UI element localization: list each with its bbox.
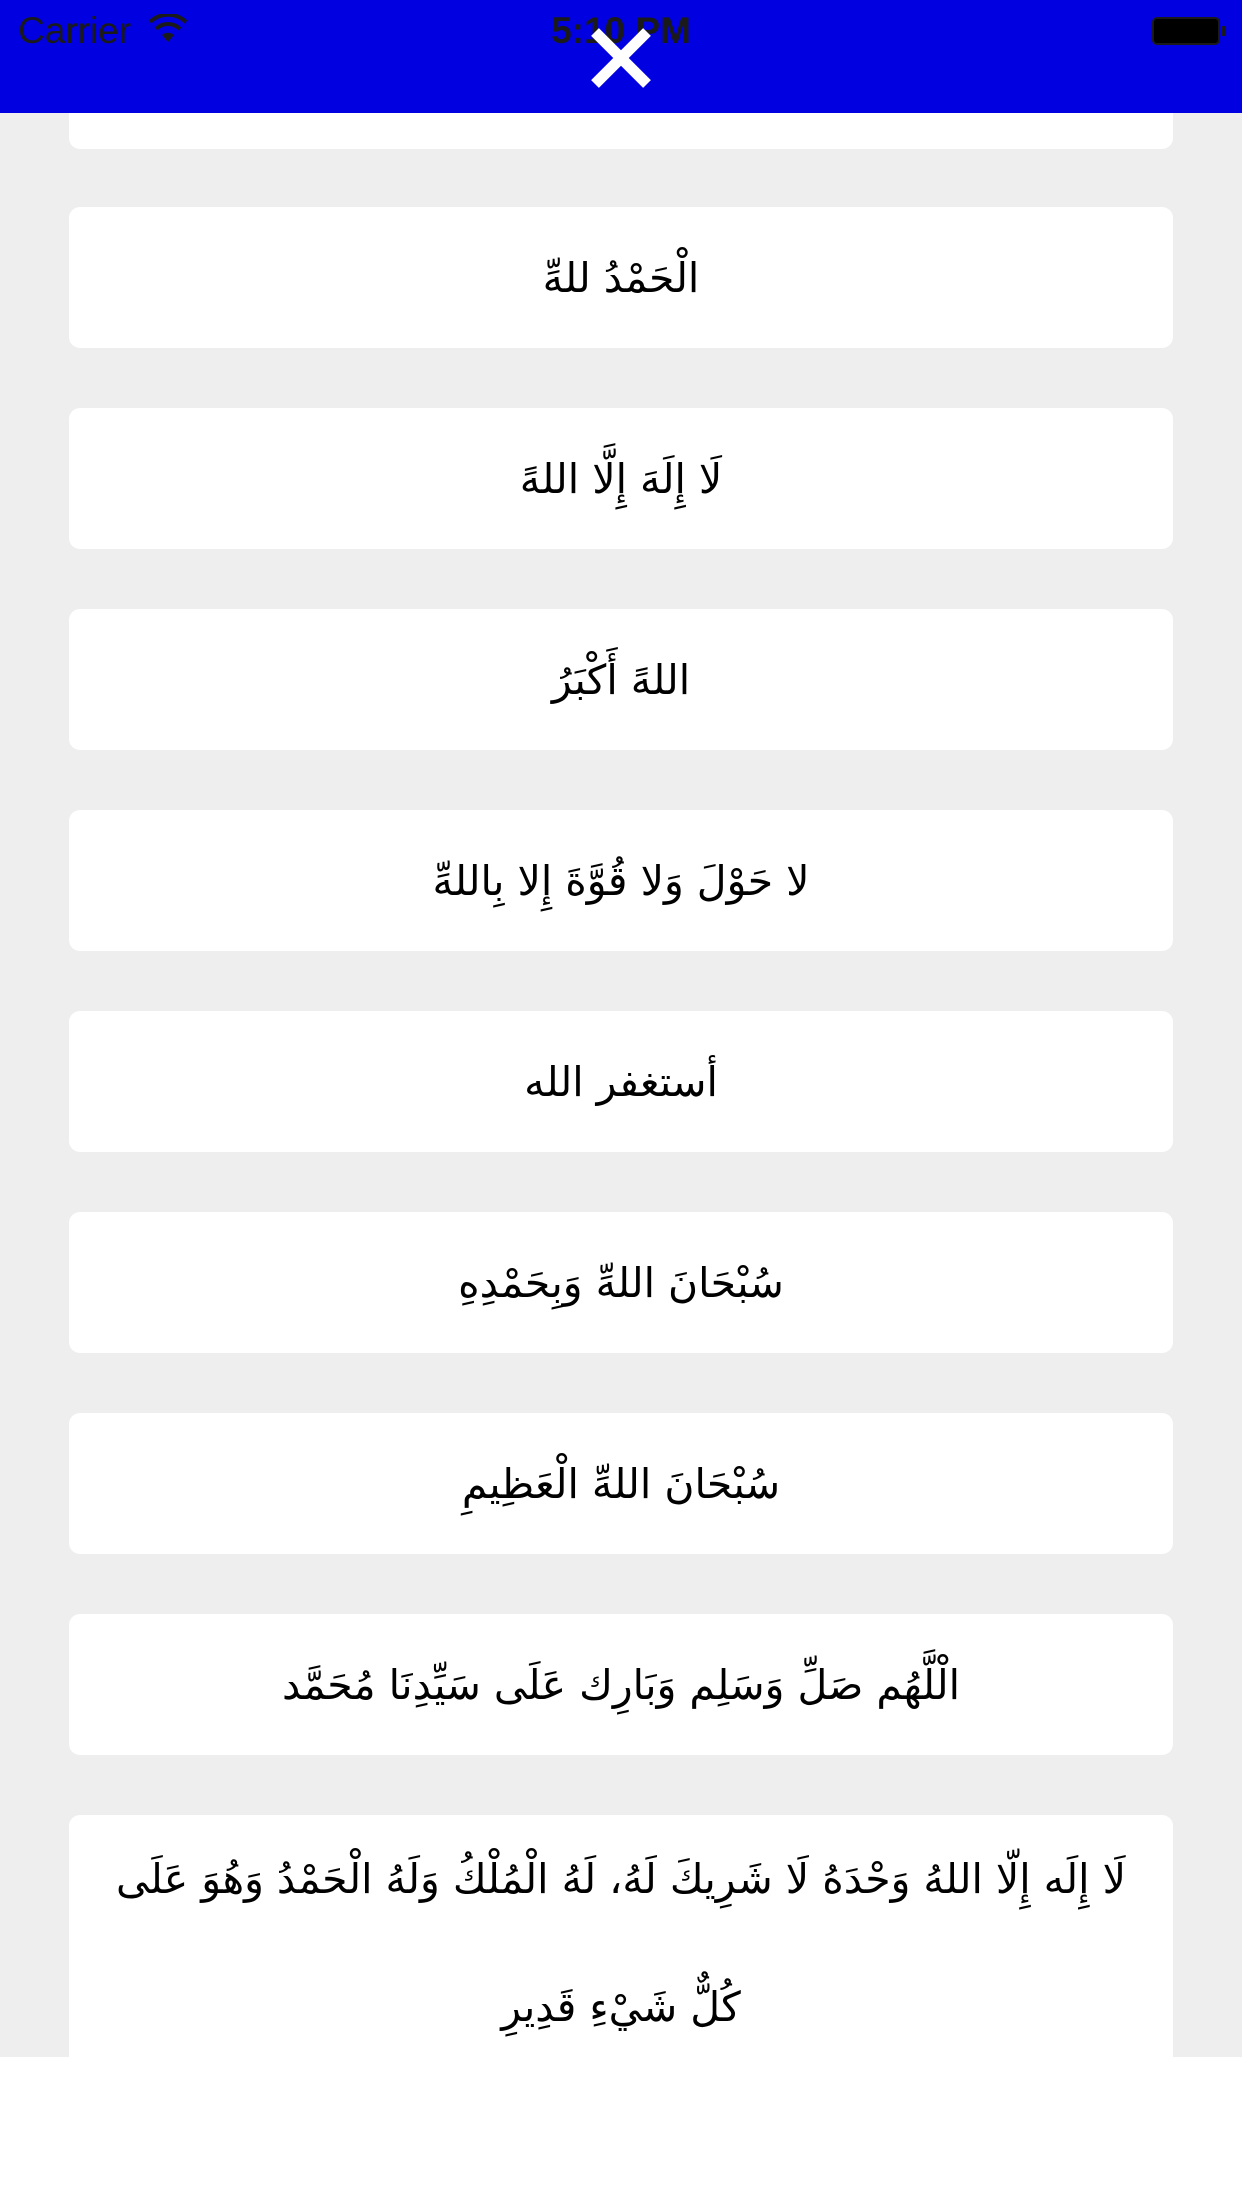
dhikr-text: لَا إِلَه إِلّا اللهُ وَحْدَهُ لَا شَرِيكَ لَهُ، لَهُ الْمُلْكُ وَلَهُ الْحَمْدُ وَهُوَ عَلَى كُلٌّ شَيْءِ قَدِيرِ [116, 1855, 1126, 2031]
dhikr-card[interactable] [69, 1011, 1173, 1152]
dhikr-text: لا حَوْلَ وَلا قُوَّةَ إِلا بِاللهِّ [432, 856, 810, 905]
dhikr-card[interactable] [69, 1212, 1173, 1353]
dhikr-text: الْحَمْدُ للهِّ [542, 253, 700, 302]
dhikr-text: أستغفر الله [524, 1057, 718, 1106]
status-time: 5:10 PM [551, 10, 691, 51]
carrier-label: Carrier [18, 10, 132, 51]
battery-icon [1152, 16, 1228, 46]
dhikr-card[interactable] [69, 1413, 1173, 1554]
dhikr-card[interactable] [69, 1614, 1173, 1755]
dhikr-card[interactable] [69, 207, 1173, 348]
close-button[interactable] [585, 22, 657, 94]
dhikr-text: سُبْحَانَ اللهِّ وَبِحَمْدِهِ [458, 1258, 784, 1307]
dhikr-text: لَا إِلَهَ إِلَّا اللهً [519, 454, 723, 503]
header-bar [0, 0, 1242, 113]
dhikr-text: سُبْحَانَ اللهِّ الْعَظِيمِ [461, 1459, 781, 1508]
dhikr-list[interactable] [0, 113, 1242, 2057]
bottom-blank-area [0, 2057, 1242, 2208]
close-icon [595, 32, 647, 84]
dhikr-text: اللهً أَكْبَرُ [551, 655, 691, 704]
dhikr-card[interactable] [69, 1815, 1173, 2057]
dhikr-card[interactable] [69, 609, 1173, 750]
dhikr-card[interactable] [69, 810, 1173, 951]
dhikr-card[interactable] [69, 408, 1173, 549]
dhikr-card[interactable] [69, 113, 1173, 149]
dhikr-text: الْلَّهُم صَلِّ وَسَلِم وَبَارِك عَلَى سَيِّدِنَا مُحَمَّد [281, 1660, 961, 1709]
